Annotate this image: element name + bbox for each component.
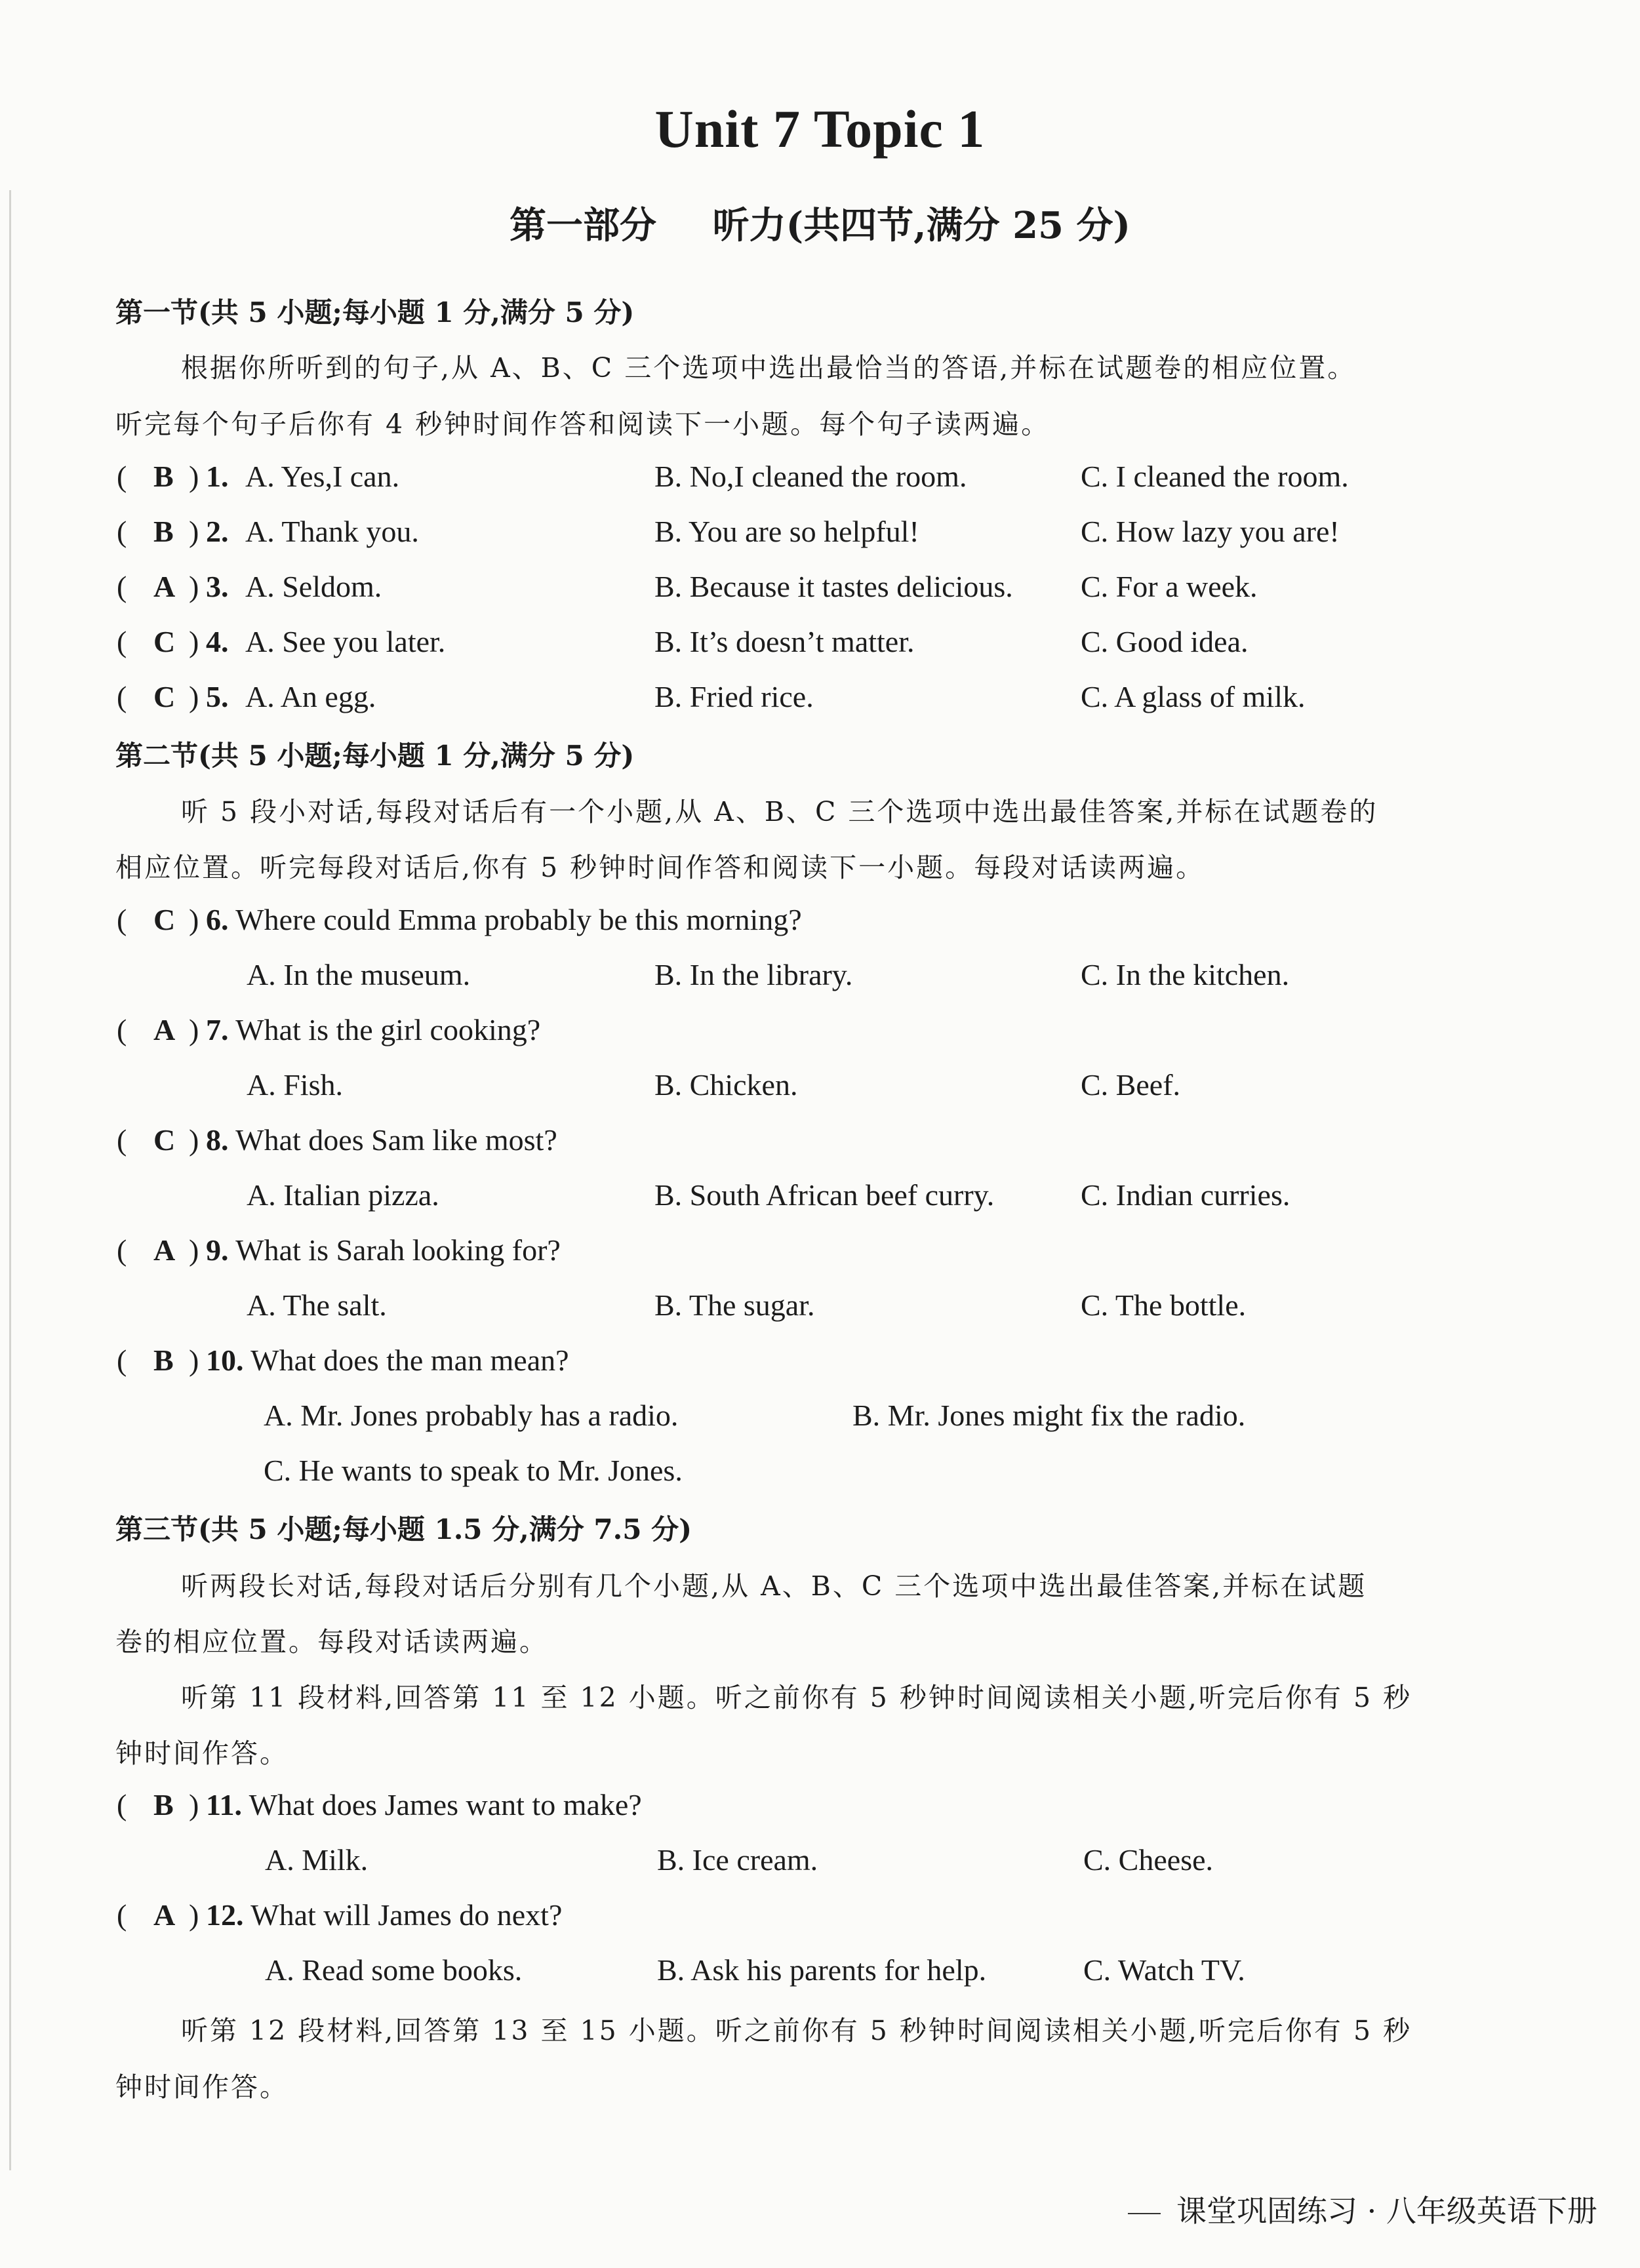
section-heading: 第三节(共 5 小题;每小题 1.5 分,满分 7.5 分) [115, 1513, 692, 1545]
part-heading [0, 197, 1640, 249]
options-row [0, 1178, 1640, 1217]
option-a: A. Milk. [265, 1843, 369, 1877]
answer-paren-close: ) [189, 625, 199, 658]
option-b: B. Mr. Jones might fix the radio. [852, 1399, 1246, 1432]
answer-paren-open: ( [117, 570, 127, 603]
instruction-text: 听完每个句子后你有 4 秒钟时间作答和阅读下一小题。每个句子读两遍。 [115, 408, 1050, 440]
answer-paren-close: ) [189, 1013, 199, 1046]
answer-paren-open: ( [117, 1898, 127, 1932]
question-number: 5. [206, 680, 229, 713]
option-c: C. For a week. [1081, 570, 1258, 603]
footer-text: 课堂巩固练习 · 八年级英语下册 [1176, 2193, 1597, 2229]
option-a: A. Thank you. [245, 515, 419, 548]
options-row [0, 1067, 1640, 1107]
option-a: A. Italian pizza. [247, 1178, 439, 1212]
question-row [0, 679, 1640, 719]
answer-paren-open: ( [117, 1343, 127, 1377]
material-instruction: 听第 11 段材料,回答第 11 至 12 小题。听之前你有 5 秒钟时间阅读相关小题,听完后你有 5 秒 [181, 1682, 1412, 1713]
option-b: B. Fried rice. [654, 680, 814, 713]
page-title: Unit 7 Topic 1 [654, 99, 986, 159]
section-heading: 第二节(共 5 小题;每小题 1 分,满分 5 分) [115, 740, 635, 772]
answer-paren-close: ) [189, 680, 199, 713]
answer-paren-open: ( [117, 680, 127, 713]
page-footer [1128, 2187, 1639, 2231]
option-c: C. In the kitchen. [1081, 958, 1290, 991]
options-row [0, 1398, 1640, 1437]
option-c: C. Good idea. [1081, 625, 1249, 658]
question-number: 4. [206, 625, 229, 658]
answer-mark: A [153, 1233, 176, 1267]
option-c: C. A glass of milk. [1081, 680, 1306, 713]
question-row [0, 1343, 1640, 1382]
question-text: What will James do next? [250, 1898, 563, 1932]
question-text: Where could Emma probably be this morning? [235, 903, 802, 936]
question-row [0, 1233, 1640, 1272]
question-number: 8. [206, 1123, 229, 1157]
answer-paren-open: ( [117, 1013, 127, 1046]
answer-mark: C [153, 1123, 176, 1157]
instruction-text: 听 5 段小对话,每段对话后有一个小题,从 A、B、C 三个选项中选出最佳答案,并标在试题卷的 [181, 796, 1378, 827]
material-instruction: 听第 12 段材料,回答第 13 至 15 小题。听之前你有 5 秒钟时间阅读相关小题,听完后你有 5 秒 [181, 2015, 1412, 2046]
answer-mark: A [153, 1013, 176, 1046]
answer-mark: C [153, 903, 176, 936]
question-text: What does Sam like most? [235, 1123, 557, 1157]
option-a: A. See you later. [245, 625, 446, 658]
answer-mark: A [153, 570, 176, 603]
question-row [0, 902, 1640, 942]
option-c: C. Watch TV. [1083, 1953, 1245, 1987]
question-text: What does James want to make? [249, 1788, 642, 1821]
question-number: 2. [206, 515, 229, 548]
instruction-text: 听两段长对话,每段对话后分别有几个小题,从 A、B、C 三个选项中选出最佳答案,并标在试题 [181, 1570, 1367, 1602]
section-heading: 第一节(共 5 小题;每小题 1 分,满分 5 分) [115, 296, 635, 328]
part-title: 第一部分 [509, 204, 656, 247]
answer-paren-close: ) [189, 515, 199, 548]
question-text: What does the man mean? [250, 1343, 569, 1377]
answer-paren-open: ( [117, 1788, 127, 1821]
question-row [0, 1123, 1640, 1162]
answer-mark: C [153, 680, 176, 713]
answer-paren-open: ( [117, 515, 127, 548]
option-b: B. The sugar. [654, 1288, 815, 1322]
option-c: C. Indian curries. [1081, 1178, 1290, 1212]
answer-paren-open: ( [117, 903, 127, 936]
answer-mark: B [153, 1788, 174, 1821]
answer-paren-open: ( [117, 1233, 127, 1267]
option-b: B. It’s doesn’t matter. [654, 625, 915, 658]
instruction-text: 卷的相应位置。每段对话读两遍。 [115, 1626, 548, 1658]
answer-paren-open: ( [117, 460, 127, 493]
options-row [0, 1842, 1640, 1882]
question-row [0, 1012, 1640, 1052]
answer-paren-close: ) [189, 570, 199, 603]
question-text: What is Sarah looking for? [235, 1233, 561, 1267]
option-b: B. You are so helpful! [654, 515, 919, 548]
question-row [0, 514, 1640, 553]
answer-paren-open: ( [117, 1123, 127, 1157]
answer-paren-close: ) [189, 1123, 199, 1157]
instruction-text: 根据你所听到的句子,从 A、B、C 三个选项中选出最恰当的答语,并标在试题卷的相应位置。 [181, 352, 1357, 384]
option-b: B. South African beef curry. [654, 1178, 995, 1212]
option-b: B. Because it tastes delicious. [654, 570, 1013, 603]
answer-paren-close: ) [189, 1788, 199, 1821]
instruction-text: 相应位置。听完每段对话后,你有 5 秒钟时间作答和阅读下一小题。每段对话读两遍。 [115, 852, 1205, 883]
option-b: B. Chicken. [654, 1068, 798, 1102]
option-c: C. The bottle. [1081, 1288, 1247, 1322]
question-row [0, 459, 1640, 498]
answer-paren-close: ) [189, 1898, 199, 1932]
question-number: 1. [206, 460, 229, 493]
part-subtitle: 听力(共四节,满分 25 分) [712, 204, 1131, 247]
option-a: A. Mr. Jones probably has a radio. [264, 1399, 679, 1432]
option-a: A. Fish. [247, 1068, 343, 1102]
question-number: 9. [206, 1233, 229, 1267]
option-c: C. Cheese. [1083, 1843, 1214, 1877]
question-number: 3. [206, 570, 229, 603]
options-row [0, 1453, 1640, 1492]
material-instruction: 钟时间作答。 [115, 1738, 289, 1769]
material-instruction: 钟时间作答。 [115, 2071, 289, 2103]
options-row [0, 1953, 1640, 1992]
option-a: A. Seldom. [245, 570, 382, 603]
option-a: A. In the museum. [247, 958, 471, 991]
answer-paren-close: ) [189, 903, 199, 936]
option-b: B. Ice cream. [657, 1843, 818, 1877]
option-a: A. Read some books. [265, 1953, 523, 1987]
answer-paren-close: ) [189, 1343, 199, 1377]
answer-mark: B [153, 460, 174, 493]
options-row [0, 957, 1640, 997]
options-row [0, 1288, 1640, 1327]
answer-paren-close: ) [189, 1233, 199, 1267]
option-c: C. He wants to speak to Mr. Jones. [264, 1454, 683, 1487]
option-c: C. I cleaned the room. [1081, 460, 1349, 493]
question-row [0, 1787, 1640, 1827]
question-text: What is the girl cooking? [235, 1013, 541, 1046]
option-b: B. In the library. [654, 958, 853, 991]
option-b: B. Ask his parents for help. [657, 1953, 987, 1987]
answer-paren-close: ) [189, 460, 199, 493]
option-a: A. The salt. [247, 1288, 387, 1322]
option-a: A. An egg. [245, 680, 376, 713]
option-b: B. No,I cleaned the room. [654, 460, 967, 493]
question-number: 6. [206, 903, 229, 936]
question-row [0, 624, 1640, 664]
question-row [0, 569, 1640, 608]
question-row [0, 1898, 1640, 1937]
option-c: C. How lazy you are! [1081, 515, 1340, 548]
question-number: 11. [206, 1788, 242, 1821]
question-number: 12. [206, 1898, 244, 1932]
answer-mark: C [153, 625, 176, 658]
option-a: A. Yes,I can. [245, 460, 400, 493]
answer-mark: B [153, 515, 174, 548]
answer-paren-open: ( [117, 625, 127, 658]
question-number: 7. [206, 1013, 229, 1046]
footer-dash [1128, 2213, 1161, 2214]
answer-mark: B [153, 1343, 174, 1377]
option-c: C. Beef. [1081, 1068, 1181, 1102]
question-number: 10. [206, 1343, 244, 1377]
answer-mark: A [153, 1898, 176, 1932]
